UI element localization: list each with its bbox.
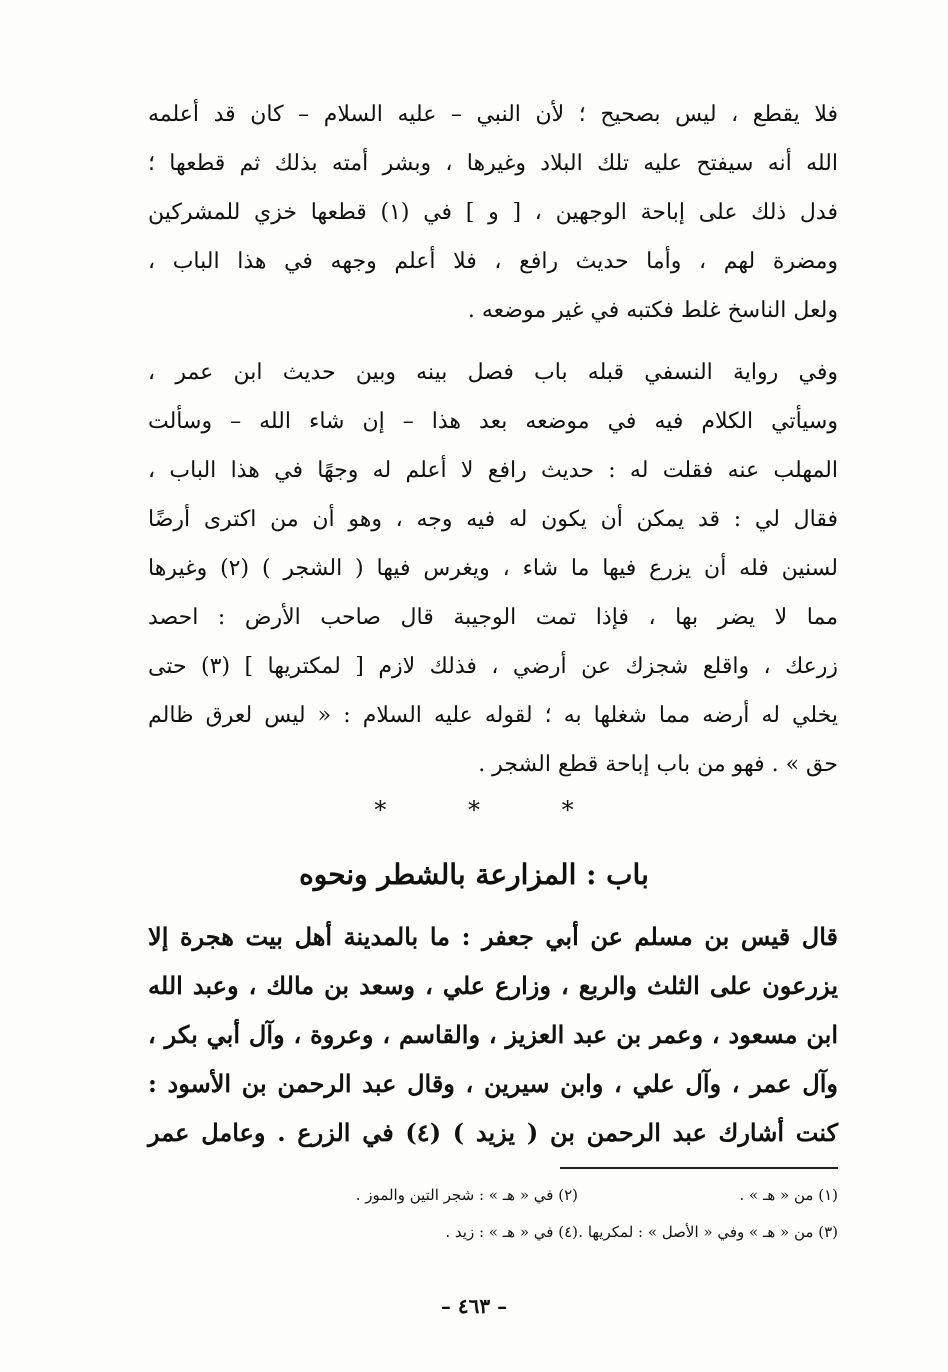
section-separator <box>0 796 948 824</box>
star-ornament: * <box>374 796 387 824</box>
text-line: المهلب عنه فقلت له : حديث رافع لا أعلم له وجهًا في هذا الباب ، <box>148 458 838 483</box>
footnote-row <box>148 1221 838 1243</box>
text-line: وآل عمر ، وآل علي ، وابن سيرين ، وقال عبد الرحمن بن الأسود : <box>148 1069 838 1098</box>
text-line: يزرعون على الثلث والربع ، وزارع علي ، وسعد بن مالك ، وعبد الله <box>148 971 838 1000</box>
footnote: (٣) من « هـ » وفي « الأصل » : لمكريها . <box>578 1223 838 1241</box>
text-line: ولعل الناسخ غلط فكتبه في غير موضعه . <box>467 298 838 323</box>
text-line: قال قيس بن مسلم عن أبي جعفر : ما بالمدينة أهل بيت هجرة إلا <box>148 922 838 951</box>
footnote-row <box>148 1184 838 1206</box>
footnote: (٤) في « هـ » : زيد . <box>445 1223 578 1241</box>
page-number: – ٤٦٣ – <box>440 1294 508 1318</box>
text-line: ابن مسعود ، وعمر بن عبد العزيز ، والقاسم ، وعروة ، وآل أبي بكر ، <box>148 1020 838 1049</box>
text-line: كنت أشارك عبد الرحمن بن ( يزيد ) (٤) في الزرع . وعامل عمر <box>148 1118 838 1147</box>
text-line: وسيأتي الكلام فيه في موضعه بعد هذا – إن شاء الله – وسألت <box>148 409 838 434</box>
footnote: (٢) في « هـ » : شجر التين والموز . <box>355 1186 578 1204</box>
text-line: مما لا يضر بها ، فإذا تمت الوجيبة قال صاحب الأرض : احصد <box>148 605 838 630</box>
text-line: ومضرة لهم ، وأما حديث رافع ، فلا أعلم وجهه في هذا الباب ، <box>148 249 838 274</box>
text-line: حق » . فهو من باب إباحة قطع الشجر . <box>478 752 838 777</box>
footnote: (١) من « هـ » . <box>739 1186 838 1204</box>
chapter-heading: باب : المزارعة بالشطر ونحوه <box>299 858 649 891</box>
text-line: الله أنه سيفتح عليه تلك البلاد وغيرها ، وبشر أمته بذلك ثم قطعها ؛ <box>148 151 838 176</box>
text-line: فقال لي : قد يمكن أن يكون له فيه وجه ، وهو أن من اكترى أرضًا <box>148 507 838 532</box>
footnote-divider <box>560 1167 838 1169</box>
text-line: فدل ذلك على إباحة الوجهين ، [ و ] في (١) قطعها خزي للمشركين <box>148 200 838 225</box>
star-ornament: * <box>468 796 480 824</box>
text-line: فلا يقطع ، ليس بصحيح ؛ لأن النبي – عليه السلام – كان قد أعلمه <box>148 102 838 127</box>
text-line: يخلي له أرضه مما شغلها به ؛ لقوله عليه السلام : « ليس لعرق ظالم <box>148 703 838 728</box>
text-line: لسنين فله أن يزرع فيها ما شاء ، ويغرس فيها ( الشجر ) (٢) وغيرها <box>148 556 838 581</box>
text-line: وفي رواية النسفي قبله باب فصل بينه وبين حديث ابن عمر ، <box>148 360 838 385</box>
star-ornament: * <box>561 796 574 824</box>
text-line: زرعك ، واقلع شجزك عن أرضي ، فذلك لازم [ لمكتريها ] (٣) حتى <box>148 654 838 679</box>
